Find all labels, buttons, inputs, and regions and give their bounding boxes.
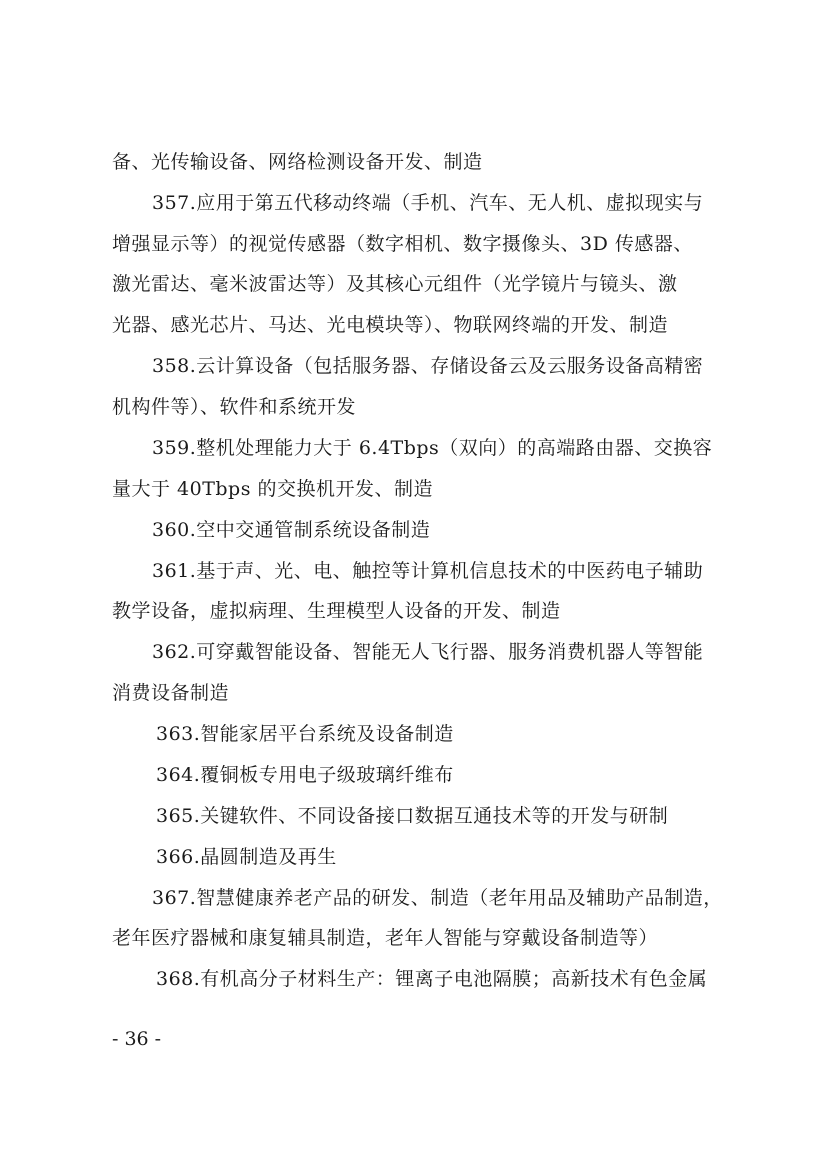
item-357-line-2: 增强显示等）的视觉传感器（数字相机、数字摄像头、3D 传感器、 <box>112 233 693 255</box>
item-361-line-2: 教学设备，虚拟病理、生理模型人设备的开发、制造 <box>112 600 561 622</box>
item-362-line-1: 362.可穿戴智能设备、智能无人飞行器、服务消费机器人等智能 <box>152 641 704 663</box>
item-357-line-4: 光器、感光芯片、马达、光电模块等）、物联网终端的开发、制造 <box>112 314 669 336</box>
item-363: 363.智能家居平台系统及设备制造 <box>156 723 454 745</box>
item-361-line-1: 361.基于声、光、电、触控等计算机信息技术的中医药电子辅助 <box>152 560 704 582</box>
text-line-continuation: 备、光传输设备、网络检测设备开发、制造 <box>112 151 483 173</box>
item-357-line-3: 激光雷达、毫米波雷达等）及其核心元组件（光学镜片与镜头、激 <box>112 273 678 295</box>
item-366: 366.晶圆制造及再生 <box>156 846 337 868</box>
item-367-line-2: 老年医疗器械和康复辅具制造，老年人智能与穿戴设备制造等） <box>112 927 659 949</box>
item-360: 360.空中交通管制系统设备制造 <box>152 519 431 541</box>
page-number: - 36 - <box>112 1028 162 1050</box>
item-364: 364.覆铜板专用电子级玻璃纤维布 <box>156 764 454 786</box>
item-358-line-2: 机构件等）、软件和系统开发 <box>112 396 357 418</box>
item-357-line-1: 357.应用于第五代移动终端（手机、汽车、无人机、虚拟现实与 <box>152 192 704 214</box>
item-367-line-1: 367.智慧健康养老产品的研发、制造（老年用品及辅助产品制造， <box>152 887 723 909</box>
item-365: 365.关键软件、不同设备接口数据互通技术等的开发与研制 <box>156 805 669 827</box>
item-359-line-2: 量大于 40Tbps 的交换机开发、制造 <box>112 478 434 500</box>
item-358-line-1: 358.云计算设备（包括服务器、存储设备云及云服务设备高精密 <box>152 355 704 377</box>
item-359-line-1: 359.整机处理能力大于 6.4Tbps（双向）的高端路由器、交换容 <box>152 437 713 459</box>
item-368-line-1: 368.有机高分子材料生产：锂离子电池隔膜；高新技术有色金属 <box>156 968 708 990</box>
item-362-line-2: 消费设备制造 <box>112 682 230 704</box>
